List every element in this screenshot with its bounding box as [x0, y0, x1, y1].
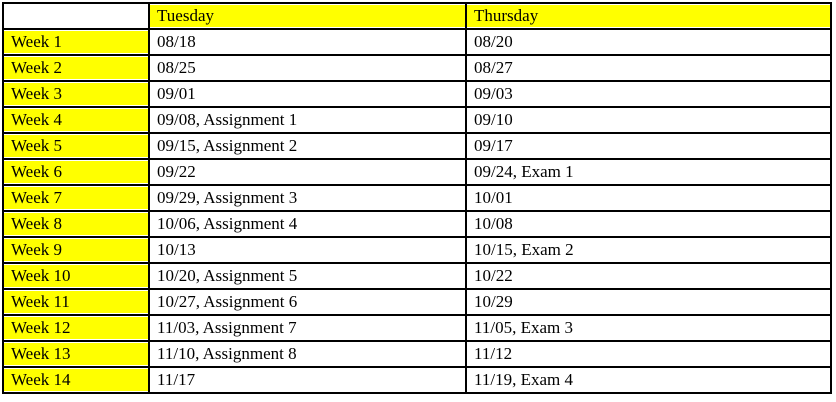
corner-cell [3, 3, 149, 29]
week-label-cell: Week 11 [3, 289, 149, 315]
table-row [3, 185, 831, 211]
thursday-cell: 11/05, Exam 3 [466, 315, 831, 341]
thursday-cell: 11/19, Exam 4 [466, 367, 831, 393]
table-row [3, 367, 831, 393]
thursday-cell: 11/12 [466, 341, 831, 367]
tuesday-cell: 09/29, Assignment 3 [149, 185, 466, 211]
week-label-cell: Week 13 [3, 341, 149, 367]
course-schedule-table [2, 2, 832, 394]
week-label-cell: Week 6 [3, 159, 149, 185]
tuesday-cell: 09/08, Assignment 1 [149, 107, 466, 133]
thursday-cell: 10/08 [466, 211, 831, 237]
table-row [3, 263, 831, 289]
table-row [3, 237, 831, 263]
thursday-cell: 10/22 [466, 263, 831, 289]
table-row [3, 81, 831, 107]
week-label-cell: Week 9 [3, 237, 149, 263]
table-row [3, 29, 831, 55]
week-label-cell: Week 8 [3, 211, 149, 237]
week-label-cell: Week 10 [3, 263, 149, 289]
tuesday-cell: 11/17 [149, 367, 466, 393]
table-row [3, 315, 831, 341]
thursday-cell: 10/29 [466, 289, 831, 315]
header-row [3, 3, 831, 29]
column-header-tuesday: Tuesday [149, 3, 466, 29]
thursday-cell: 10/01 [466, 185, 831, 211]
week-label-cell: Week 1 [3, 29, 149, 55]
table-row [3, 133, 831, 159]
week-label-cell: Week 4 [3, 107, 149, 133]
week-label-cell: Week 2 [3, 55, 149, 81]
thursday-cell: 09/17 [466, 133, 831, 159]
thursday-cell: 09/10 [466, 107, 831, 133]
table-row [3, 289, 831, 315]
tuesday-cell: 09/15, Assignment 2 [149, 133, 466, 159]
schedule-header [3, 3, 831, 29]
schedule-body [3, 29, 831, 393]
week-label-cell: Week 5 [3, 133, 149, 159]
week-label-cell: Week 12 [3, 315, 149, 341]
tuesday-cell: 11/03, Assignment 7 [149, 315, 466, 341]
table-row [3, 341, 831, 367]
tuesday-cell: 09/22 [149, 159, 466, 185]
tuesday-cell: 10/06, Assignment 4 [149, 211, 466, 237]
thursday-cell: 08/27 [466, 55, 831, 81]
table-row [3, 211, 831, 237]
thursday-cell: 08/20 [466, 29, 831, 55]
tuesday-cell: 09/01 [149, 81, 466, 107]
tuesday-cell: 10/27, Assignment 6 [149, 289, 466, 315]
thursday-cell: 09/24, Exam 1 [466, 159, 831, 185]
table-row [3, 55, 831, 81]
tuesday-cell: 08/18 [149, 29, 466, 55]
thursday-cell: 10/15, Exam 2 [466, 237, 831, 263]
thursday-cell: 09/03 [466, 81, 831, 107]
tuesday-cell: 11/10, Assignment 8 [149, 341, 466, 367]
tuesday-cell: 10/20, Assignment 5 [149, 263, 466, 289]
week-label-cell: Week 14 [3, 367, 149, 393]
tuesday-cell: 08/25 [149, 55, 466, 81]
tuesday-cell: 10/13 [149, 237, 466, 263]
week-label-cell: Week 3 [3, 81, 149, 107]
table-row [3, 159, 831, 185]
column-header-thursday: Thursday [466, 3, 831, 29]
table-row [3, 107, 831, 133]
week-label-cell: Week 7 [3, 185, 149, 211]
